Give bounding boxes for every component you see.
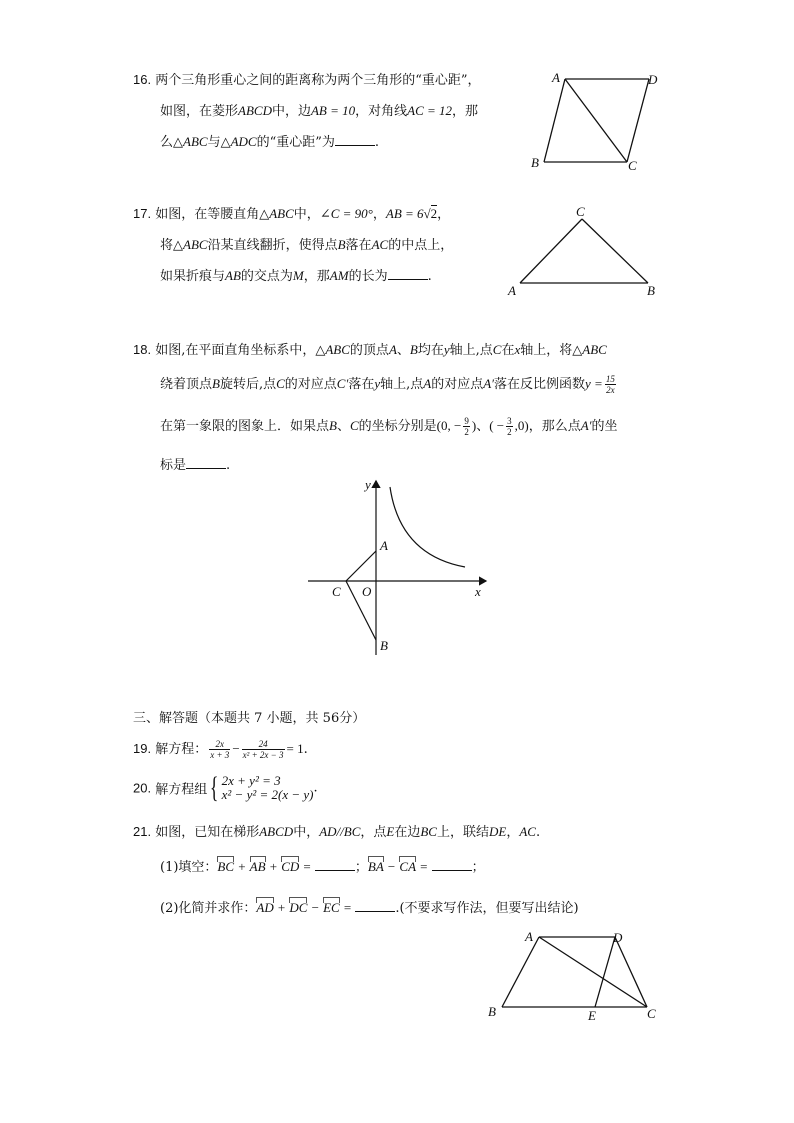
- answer-blank[interactable]: [335, 133, 375, 146]
- q17-line3: 如果折痕与AB的交点为M，那AM的长为 .: [160, 268, 432, 284]
- q17-line2: 将△ABC沿某直线翻折，使得点B落在AC的中点上，: [160, 237, 454, 253]
- q21-side-ba: [502, 937, 539, 1007]
- q17-side-cb: [582, 219, 648, 283]
- q18-coordinate-figure: [300, 475, 500, 665]
- q16-label-a: A: [552, 70, 560, 85]
- segment-ca: [346, 551, 376, 581]
- fraction: $\frac{3}{2}$: [507, 416, 512, 437]
- q21-label-d: D: [613, 930, 623, 945]
- q16-number: 16.: [133, 72, 152, 87]
- vector-ec: EC: [323, 897, 340, 916]
- vector-dc: DC: [289, 897, 307, 916]
- vector-ab: AB: [250, 856, 266, 875]
- q16-rhombus-figure: [525, 65, 665, 175]
- system-brace: {: [210, 771, 219, 804]
- q21-label-c: C: [647, 1006, 656, 1021]
- label-o: O: [362, 584, 372, 599]
- section-heading: 三、解答题（本题共 7 小题，共 56分）: [133, 711, 366, 726]
- q18-line2: 绕着顶点B旋转后,点C的对应点C′落在y轴上,点A的对应点A′落在反比例函数y = $\frac{15}{2x}$: [160, 374, 615, 395]
- answer-blank[interactable]: [355, 899, 395, 912]
- hyperbola-curve: [390, 487, 465, 567]
- q21-number: 21.: [133, 824, 152, 839]
- q17-triangle-figure: [500, 200, 670, 300]
- q16-label-b: B: [531, 155, 539, 170]
- answer-blank[interactable]: [315, 858, 355, 871]
- q21-part1: (1)填空：BC + AB + CD = ；BA − CA = ；: [160, 856, 485, 875]
- q17-label-a: A: [508, 283, 516, 298]
- fraction: $\frac{15}{2x}$: [605, 374, 615, 395]
- q20-line: 20. 解方程组{ 2x + y² = 3 x² − y² = 2(x − y) .: [133, 771, 318, 804]
- label-x: x: [475, 584, 481, 599]
- q17-number: 17.: [133, 206, 152, 221]
- vector-bc: BC: [217, 856, 234, 875]
- vector-ca: CA: [399, 856, 416, 875]
- q16-label-d: D: [648, 72, 658, 87]
- q19-line: 19. 解方程： $\frac{2x}{x + 3}$ − $\frac{24}{\text{x² + 2x − 3}}$ = 1.: [133, 739, 308, 760]
- sqrt-sign: √: [423, 206, 431, 221]
- label-b: B: [380, 638, 388, 653]
- answer-blank[interactable]: [186, 456, 226, 469]
- q18-line1: 18. 如图,在平面直角坐标系中，△ABC的顶点A、B均在y轴上,点C在x轴上，将△ABC: [133, 342, 607, 358]
- q16-line2: 如图，在菱形ABCD中，边AB = 10，对角线AC = 12，那: [160, 103, 479, 119]
- q17-label-b: B: [647, 283, 655, 298]
- q16-side-dc: [627, 79, 649, 162]
- q18-number: 18.: [133, 342, 152, 357]
- q21-label-a: A: [525, 929, 533, 944]
- label-c: C: [332, 584, 341, 599]
- q21-line1: 21. 如图，已知在梯形ABCD中，AD//BC，点E在边BC上，联结DE，AC.: [133, 824, 541, 840]
- q21-label-b: B: [488, 1004, 496, 1019]
- vector-cd: CD: [281, 856, 299, 875]
- q16-label-c: C: [628, 158, 637, 173]
- fraction: $\frac{9}{2}$: [464, 416, 469, 437]
- vector-ba: BA: [368, 856, 384, 875]
- q16-line1: 16. 两个三角形重心之间的距离称为两个三角形的“重心距”，: [133, 72, 481, 88]
- q18-line3: 在第一象限的图象上．如果点B、C的坐标分别是(0, − $\frac{9}{2}$ )、( − $\frac{3}{2}$ ,0)，那么点A′的坐: [160, 416, 618, 437]
- segment-cb: [346, 581, 376, 640]
- answer-blank[interactable]: [432, 858, 472, 871]
- label-y: y: [365, 477, 371, 492]
- equation-system: 2x + y² = 3 x² − y² = 2(x − y): [221, 773, 314, 802]
- q16-side-ba: [544, 79, 565, 162]
- q21-label-e: E: [588, 1008, 596, 1023]
- fraction: $\frac{24}{\text{x² + 2x − 3}}$: [242, 739, 284, 760]
- q17-side-ac: [520, 219, 582, 283]
- vector-ad: AD: [256, 897, 273, 916]
- q21-segment-de: [595, 937, 615, 1007]
- q16-line3: 么△ABC与△ADC的“重心距”为 .: [160, 134, 380, 150]
- q17-label-c: C: [576, 204, 585, 219]
- q19-number: 19.: [133, 741, 152, 756]
- fraction: $\frac{2x}{x + 3}$: [210, 739, 230, 760]
- q20-number: 20.: [133, 780, 152, 796]
- label-a: A: [380, 538, 388, 553]
- answer-blank[interactable]: [388, 267, 428, 280]
- q21-part2: (2)化简并求作：AD + DC − EC = .(不要求写作法，但要写出结论): [160, 897, 579, 916]
- q17-line1: 17. 如图，在等腰直角△ABC中，∠C = 90°，AB = 6√2，: [133, 206, 451, 222]
- q21-trapezoid-figure: [480, 925, 670, 1025]
- q16-diagonal-ac: [565, 79, 627, 162]
- q18-line4: 标是 .: [160, 458, 231, 473]
